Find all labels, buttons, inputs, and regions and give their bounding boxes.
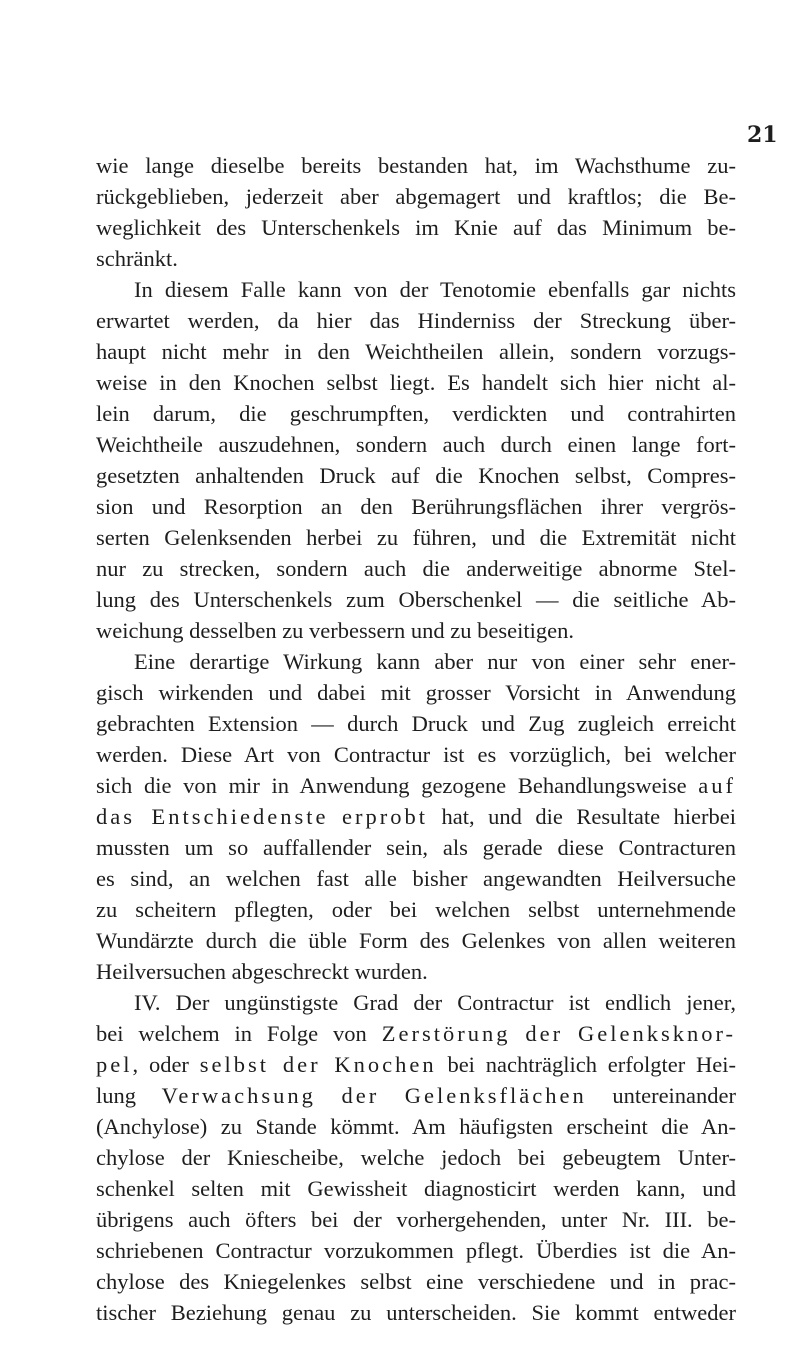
text-line: werden. Diese Art von Contractur ist es vorzüglich, bei welcher	[96, 742, 736, 767]
spaced-emphasis: erprobt	[341, 804, 428, 829]
body-text	[96, 150, 736, 1328]
text-line: wie lange dieselbe bereits bestanden hat, im Wachsthume zu-	[96, 153, 736, 178]
text-line: serten Gelenksenden herbei zu führen, und die Extremität nicht	[96, 525, 736, 550]
text-line: lung des Unterschenkels zum Oberschenkel — die seitliche Ab-	[96, 587, 736, 612]
text-line: sion und Resorption an den Berührungsflächen ihrer vergrös-	[96, 494, 736, 519]
text-line	[96, 1049, 736, 1080]
text-segment: bei welchem in Folge von	[96, 1021, 367, 1046]
text-line	[96, 1018, 736, 1049]
text-line: übrigens auch öfters bei der vorhergehenden, unter Nr. III. be-	[96, 1207, 736, 1232]
text-line: weglichkeit des Unterschenkels im Knie auf das Minimum be-	[96, 215, 736, 240]
text-line: tischer Beziehung genau zu unterscheiden. Sie kommt entweder	[96, 1300, 736, 1325]
text-line	[96, 1080, 736, 1111]
spaced-emphasis: der	[525, 1021, 564, 1046]
text-line: weichung desselben zu verbessern und zu beseitigen.	[96, 618, 574, 643]
text-line: gisch wirkenden und dabei mit grosser Vorsicht in Anwendung	[96, 680, 736, 705]
text-segment: bei nachträglich erfolgter Hei-	[447, 1052, 736, 1077]
text-line: schenkel selten mit Gewissheit diagnosticirt werden kann, und	[96, 1176, 736, 1201]
text-line: Heilversuchen abgeschreckt wurden.	[96, 959, 428, 984]
text-segment: lung	[96, 1083, 137, 1108]
text-line: gebrachten Extension — durch Druck und Zug zugleich erreicht	[96, 711, 736, 736]
text-line: haupt nicht mehr in den Weichtheilen allein, sondern vorzugs-	[96, 339, 736, 364]
text-segment: hat, und die Resultate hierbei	[441, 804, 736, 829]
text-line: chylose der Kniescheibe, welche jedoch bei gebeugtem Unter-	[96, 1145, 736, 1170]
text-segment: untereinander	[612, 1083, 736, 1108]
text-line: (Anchylose) zu Stande kömmt. Am häufigsten erscheint die An-	[96, 1114, 736, 1139]
text-line	[96, 801, 736, 832]
text-line: zu scheitern pflegten, oder bei welchen selbst unternehmende	[96, 897, 736, 922]
spaced-emphasis: das Entschiedenste	[96, 804, 329, 829]
spaced-emphasis: pel	[96, 1052, 133, 1077]
text-line: chylose des Kniegelenkes selbst eine verschiedene und in prac-	[96, 1269, 736, 1294]
text-line: schränkt.	[96, 246, 178, 271]
page-number: 21	[747, 122, 778, 148]
text-line: gesetzten anhaltenden Druck auf die Knochen selbst, Compres-	[96, 463, 736, 488]
text-line: weise in den Knochen selbst liegt. Es handelt sich hier nicht al-	[96, 370, 736, 395]
spaced-emphasis: Verwachsung	[161, 1083, 316, 1108]
text-line: In diesem Falle kann von der Tenotomie ebenfalls gar nichts	[134, 277, 736, 302]
text-line: rückgeblieben, jederzeit aber abgemagert und kraftlos; die Be-	[96, 184, 736, 209]
text-line: schriebenen Contractur vorzukommen pflegt. Überdies ist die An-	[96, 1238, 736, 1263]
spaced-emphasis: Gelenksknor-	[578, 1021, 736, 1046]
text-line: es sind, an welchen fast alle bisher angewandten Heilversuche	[96, 866, 736, 891]
text-line: Weichtheile auszudehnen, sondern auch durch einen lange fort-	[96, 432, 736, 457]
text-line: IV. Der ungünstigste Grad der Contractur ist endlich jener,	[134, 990, 736, 1015]
text-segment: sich die von mir in Anwendung gezogene Behandlungsweise	[96, 773, 687, 798]
spaced-emphasis: selbst der Knochen	[199, 1052, 437, 1077]
text-line: lein darum, die geschrumpften, verdickten und contrahirten	[96, 401, 736, 426]
spaced-emphasis: Zerstörung	[381, 1021, 511, 1046]
text-line: erwartet werden, da hier das Hinderniss der Streckung über-	[96, 308, 736, 333]
text-line: Wundärzte durch die üble Form des Gelenkes von allen weiteren	[96, 928, 736, 953]
text-line: Eine derartige Wirkung kann aber nur von einer sehr ener-	[134, 649, 736, 674]
text-line: nur zu strecken, sondern auch die anderweitige abnorme Stel-	[96, 556, 736, 581]
text-line: mussten um so auffallender sein, als gerade diese Contracturen	[96, 835, 736, 860]
spaced-emphasis: der	[341, 1083, 380, 1108]
spaced-emphasis: auf	[698, 773, 736, 798]
text-line	[96, 770, 736, 801]
text-segment: , oder	[132, 1052, 189, 1077]
spaced-emphasis: Gelenksflächen	[404, 1083, 587, 1108]
